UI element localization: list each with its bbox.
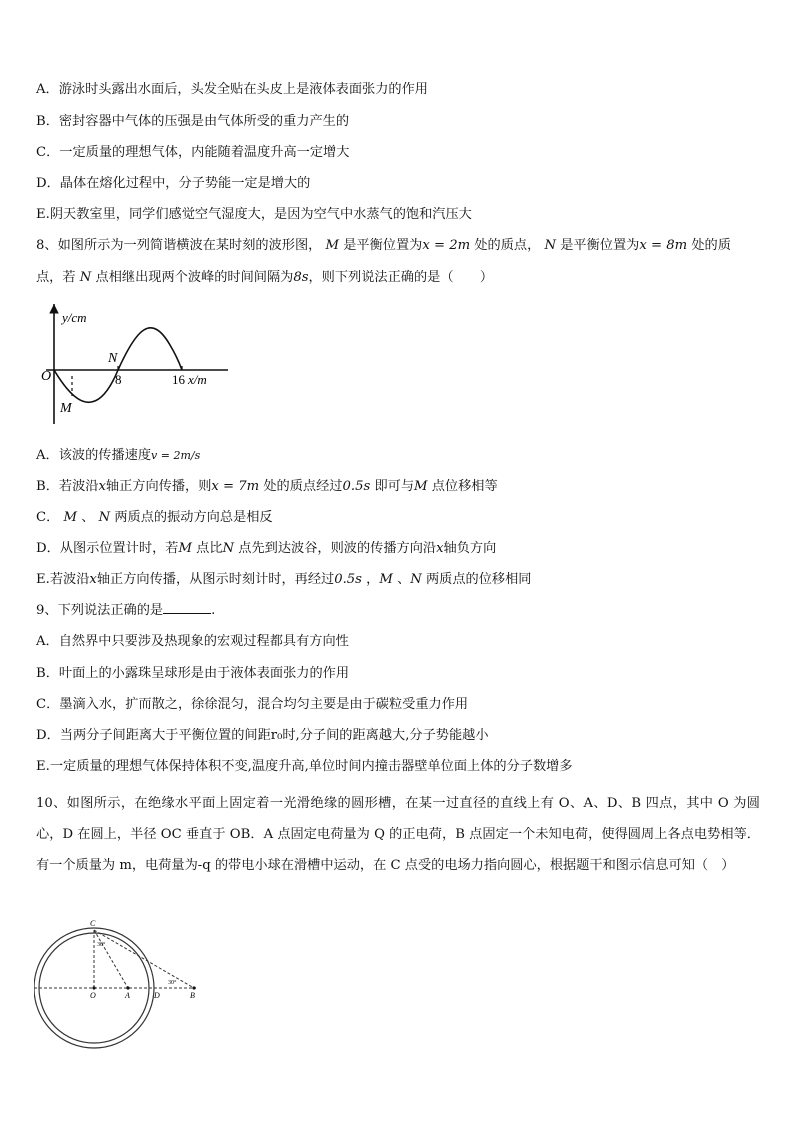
x-axis-label: x/m <box>188 372 207 387</box>
label-c: C <box>90 919 96 928</box>
point-o <box>92 986 95 989</box>
q8-stem-line1: 8、如图所示为一列简谐横波在某时刻的波形图， M 是平衡位置为x = 2m 处的质点， N 是平衡位置为x = 8m 处的质 <box>36 238 731 253</box>
q9-option-b: B．叶面上的小露珠呈球形是由于液体表面张力的作用 <box>36 666 350 681</box>
q8-option-c: C． M 、 N 两质点的振动方向总是相反 <box>36 510 273 525</box>
q9-stem: 9、下列说法正确的是 . <box>36 603 216 618</box>
point-n-label: N <box>108 351 118 366</box>
label-angle-right: 30° <box>168 980 177 986</box>
origin-label: O <box>41 369 52 384</box>
label-angle-top: 30° <box>97 942 106 948</box>
label-d: D <box>154 991 160 1000</box>
q9-option-d: D．当两分子间距离大于平衡位置的间距r₀时,分子间的距离越大,分子势能越小 <box>36 728 489 743</box>
q7-option-e: E.阴天教室里，同学们感觉空气湿度大，是因为空气中水蒸气的饱和汽压大 <box>36 207 472 222</box>
q7-option-c: C．一定质量的理想气体，内能随着温度升高一定增大 <box>36 145 350 160</box>
q7-option-d: D．晶体在熔化过程中，分子势能一定是增大的 <box>36 176 311 191</box>
q8-option-d: D．从图示位置计时，若M 点比N 点先到达波谷，则波的传播方向沿x轴负方向 <box>36 541 497 556</box>
q7-option-b: B．密封容器中气体的压强是由气体所受的重力产生的 <box>36 114 350 129</box>
q10-stem: 10、如图所示，在绝缘水平面上固定着一光滑绝缘的圆形槽，在某一过直径的直线上有 O、A、D、B 四点，其中 O 为圆心，D 在圆上，半径 OC 垂直于 OB．A 点固定电荷量为 Q 的正电荷，B 点固定一个未知电荷，使得圆周上各点电势相等．有一个质量为 m，电荷量为-q 的带电小球在滑槽中运动，在 C 点受的电场力指向圆心，根据题干和图示信息可知（ ） <box>36 796 760 873</box>
q8-option-a: A．该波的传播速度v = 2m/s <box>36 448 201 463</box>
y-axis-label: y/cm <box>62 310 87 325</box>
label-b: B <box>190 991 195 1000</box>
point-b <box>192 986 195 989</box>
q9-option-a: A．自然界中只要涉及热现象的宏观过程都具有方向性 <box>36 634 349 649</box>
answer-blank <box>163 601 211 614</box>
q8-wave-figure <box>36 300 236 430</box>
label-o: O <box>90 991 96 1000</box>
q8-option-e: E.若波沿x轴正方向传播，从图示时刻计时，再经过0.5s ，M 、N 两质点的位移相同 <box>36 572 532 587</box>
q10-circle-figure <box>34 916 214 1056</box>
wave-curve <box>54 328 182 402</box>
q7-option-a: A．游泳时头露出水面后，头发全贴在头皮上是液体表面张力的作用 <box>36 82 428 97</box>
label-a: A <box>125 991 130 1000</box>
q9-option-c: C．墨滴入水，扩而散之，徐徐混匀，混合均匀主要是由于碳粒受重力作用 <box>36 697 469 712</box>
tick-16-label: 16 <box>172 372 185 387</box>
point-a <box>126 986 129 989</box>
q9-option-e: E.一定质量的理想气体保持体积不变,温度升高,单位时间内撞击器壁单位面上体的分子数增多 <box>36 759 573 774</box>
q8-option-b: B．若波沿x轴正方向传播，则x = 7m 处的质点经过0.5s 即可与M 点位移相等 <box>36 479 498 494</box>
point-m-label: M <box>60 401 72 416</box>
q8-stem-line2: 点，若 N 点相继出现两个波峰的时间间隔为8s，则下列说法正确的是（ ） <box>36 270 494 285</box>
line-ca <box>94 930 128 988</box>
tick-8-label: 8 <box>115 372 122 387</box>
line-cb <box>94 930 194 988</box>
